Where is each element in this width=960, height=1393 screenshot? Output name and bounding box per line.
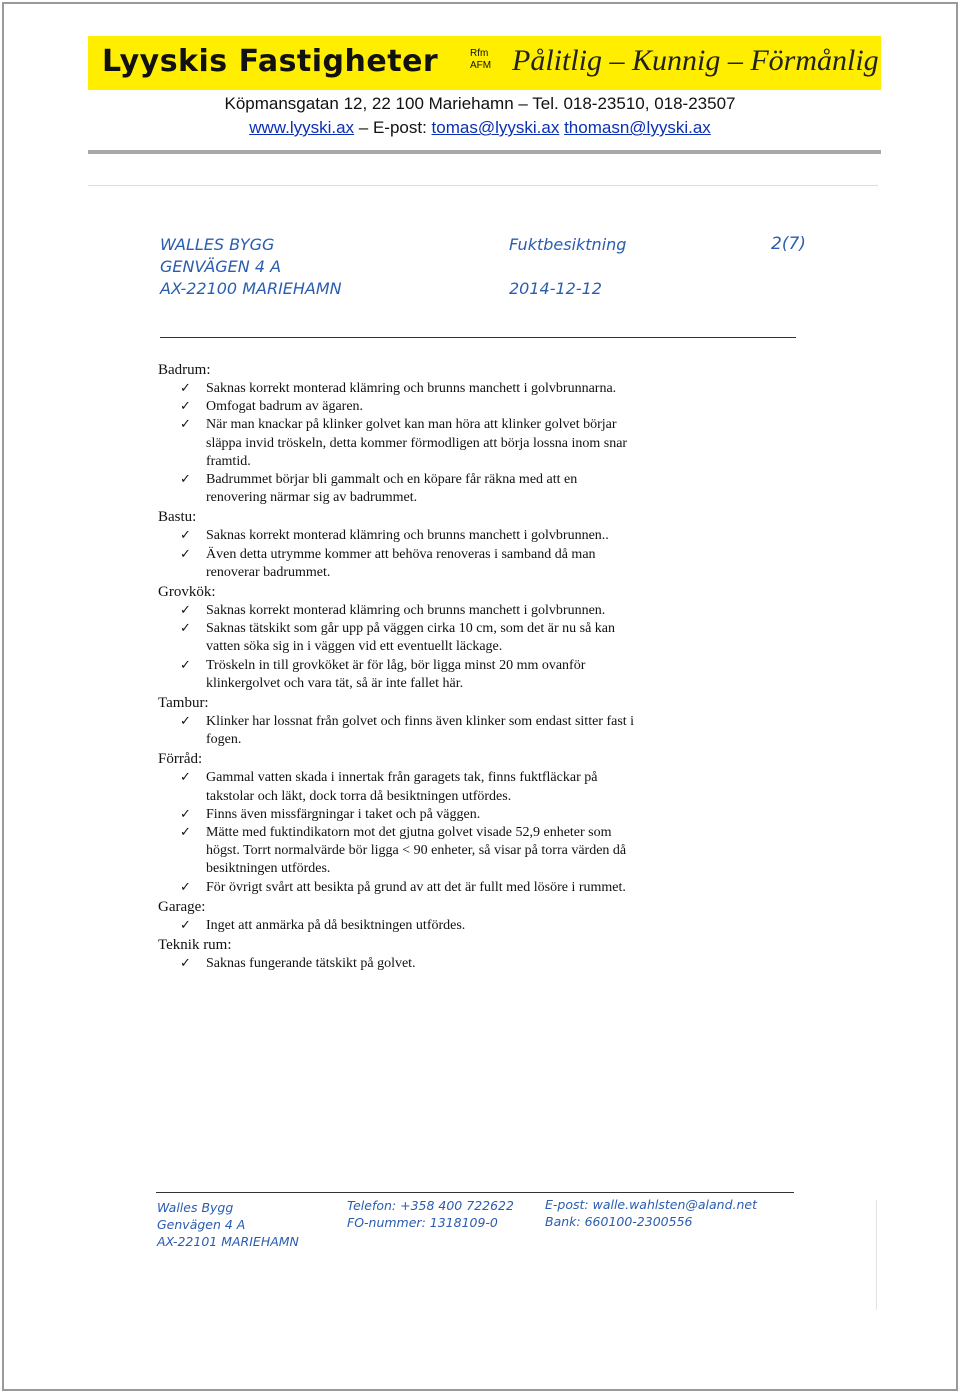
letterhead-banner (88, 36, 881, 90)
finding-item (158, 769, 638, 805)
email-label: – E-post: (354, 118, 432, 137)
checkmark-icon: ✓ (180, 546, 191, 562)
footer-phone-block (347, 1197, 514, 1231)
report-city: AX-22100 MARIEHAMN (160, 279, 342, 298)
finding-text: Finns även missfärgningar i taket och på väggen. (206, 806, 481, 822)
finding-item (158, 398, 638, 416)
section-title: Badrum: (158, 362, 211, 378)
finding-text: Klinker har lossnat från golvet och finns även klinker som endast sitter fast i fogen. (206, 714, 635, 748)
checkmark-icon: ✓ (180, 879, 191, 895)
section (158, 749, 638, 896)
footer-fo-number: FO-nummer: 1318109-0 (347, 1215, 498, 1230)
section (158, 360, 638, 507)
section-title: Teknik rum: (158, 937, 232, 954)
checkmark-icon: ✓ (180, 528, 191, 544)
finding-item (158, 657, 638, 693)
header-rule (160, 337, 796, 338)
finding-item (158, 713, 638, 749)
brand-name: Lyyskis Fastigheter (102, 44, 439, 79)
finding-item (158, 824, 638, 879)
footer-email: E-post: walle.wahlsten@aland.net (545, 1197, 758, 1212)
page-number: 2(7) (771, 234, 806, 254)
checkmark-icon: ✓ (180, 472, 191, 488)
finding-text: Omfogat badrum av ägaren. (206, 399, 364, 415)
report-street: GENVÄGEN 4 A (160, 257, 282, 276)
checkmark-icon: ✓ (180, 381, 191, 396)
finding-text: Gammal vatten skada i innertak från garagets tak, finns fuktfläckar på takstolar och läkt, dock torra då besiktningen utfördes. (206, 770, 598, 804)
section (158, 582, 638, 693)
finding-item (158, 380, 638, 398)
section-title: Förråd: (158, 751, 203, 768)
finding-item (158, 546, 638, 582)
section-title: Bastu: (158, 509, 197, 526)
footer-bank: Bank: 660100-2300556 (545, 1214, 693, 1229)
report-company: WALLES BYGG (160, 235, 275, 254)
email-link-tomas[interactable]: tomas@lyyski.ax (431, 118, 560, 137)
address-line: Köpmansgatan 12, 22 100 Mariehamn – Tel. 018-23510, 018-23507 (224, 94, 736, 113)
section (158, 897, 638, 935)
checkmark-icon: ✓ (180, 917, 191, 933)
checkmark-icon: ✓ (180, 806, 191, 822)
email-link-thomasn[interactable]: thomasn@lyyski.ax (564, 118, 711, 137)
slogan: Pålitlig – Kunnig – Förmånlig (512, 44, 879, 77)
checkmark-icon: ✓ (180, 399, 191, 415)
finding-item (158, 806, 638, 824)
rfm-line1: Rfm (470, 48, 489, 59)
finding-text: Mätte med fuktindikatorn mot det gjutna golvet visade 52,9 enheter som högst. Torrt normalvärde bör ligga < 90 enheter, så visar på torra värden då besiktningen utfördes. (206, 825, 627, 877)
checkmark-icon: ✓ (180, 603, 191, 619)
checkmark-icon: ✓ (180, 825, 191, 841)
finding-item (158, 620, 638, 656)
checkmark-icon: ✓ (180, 621, 191, 637)
checkmark-icon: ✓ (180, 956, 191, 972)
website-link[interactable]: www.lyyski.ax (249, 118, 355, 137)
finding-text: När man knackar på klinker golvet kan man höra att klinker golvet börjar släppa invid tröskeln, detta kommer förmodligen att börja lossna inom snar framtid. (206, 417, 628, 469)
finding-text: Inget att anmärka på då besiktningen utfördes. (206, 917, 466, 933)
scan-edge-vline (876, 1200, 877, 1310)
rfm-mark (470, 48, 491, 72)
finding-item (158, 955, 638, 973)
section (158, 935, 638, 973)
footer-company: Walles Bygg (157, 1200, 234, 1215)
finding-item (158, 527, 638, 545)
checkmark-icon: ✓ (180, 417, 191, 433)
footer-phone: Telefon: +358 400 722622 (347, 1198, 514, 1213)
footer-street: Genvägen 4 A (157, 1217, 246, 1232)
report-title: Fuktbesiktning (509, 235, 627, 254)
finding-text: Badrummet börjar bli gammalt och en köpare får räkna med att en renovering närmar sig av badrummet. (206, 472, 578, 506)
finding-text: Saknas fungerande tätskikt på golvet. (206, 956, 416, 972)
checkmark-icon: ✓ (180, 770, 191, 786)
section-title: Tambur: (158, 695, 209, 712)
finding-item (158, 879, 638, 897)
section (158, 507, 638, 582)
report-date: 2014-12-12 (509, 279, 602, 298)
checkmark-icon: ✓ (180, 657, 191, 673)
finding-text: Saknas korrekt monterad klämring och brunns manchett i golvbrunnarna. (206, 381, 617, 396)
report-body (158, 360, 638, 973)
contact-links (0, 118, 960, 138)
footer-city: AX-22101 MARIEHAMN (157, 1234, 299, 1249)
scan-edge-line (88, 185, 878, 186)
finding-item (158, 471, 638, 507)
checkmark-icon: ✓ (180, 714, 191, 730)
finding-text: Saknas tätskikt som går upp på väggen cirka 10 cm, som det är nu så kan vatten söka sig in i väggen vid ett eventuellt läckage. (206, 621, 616, 655)
header-divider (88, 150, 881, 154)
finding-item (158, 917, 638, 935)
section-title: Garage: (158, 898, 206, 915)
finding-item (158, 416, 638, 471)
finding-text: Saknas korrekt monterad klämring och brunns manchett i golvbrunnen. (206, 603, 606, 619)
footer-company-block (157, 1199, 299, 1250)
section-title: Grovkök: (158, 584, 216, 601)
rfm-line2: AFM (470, 60, 492, 71)
finding-text: Tröskeln in till grovköket är för låg, bör ligga minst 20 mm ovanför klinkergolvet och vara tät, så är inte fallet här. (206, 657, 586, 691)
finding-item (158, 602, 638, 620)
footer-rule (156, 1192, 794, 1193)
finding-text: Saknas korrekt monterad klämring och brunns manchett i golvbrunnen.. (206, 528, 609, 544)
footer-email-block (545, 1196, 757, 1230)
finding-text: För övrigt svårt att besikta på grund av att det är fullt med lösöre i rummet. (206, 879, 626, 895)
finding-text: Även detta utrymme kommer att behöva renoveras i samband då man renoverar badrummet. (206, 546, 596, 580)
section (158, 693, 638, 749)
